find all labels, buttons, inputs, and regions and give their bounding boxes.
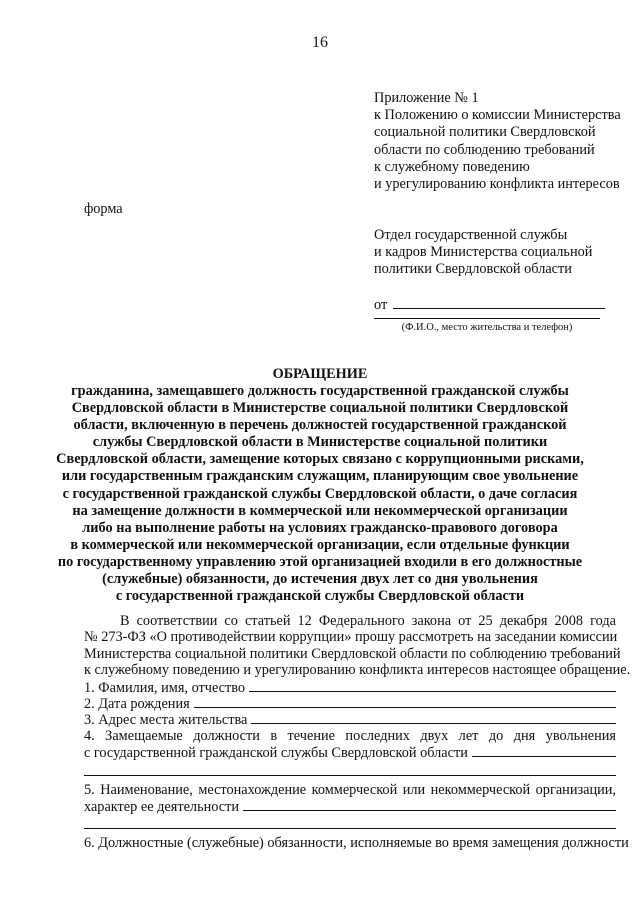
page-number: 16	[312, 34, 328, 51]
field-organization-label: характер ее деятельности	[84, 798, 239, 815]
body-line: В соответствии со статьей 12 Федерального закона от 25 декабря 2008 года	[120, 613, 616, 629]
subtitle-line: службы Свердловской области в Министерстве социальной политики	[92, 434, 548, 451]
form-label: форма	[84, 201, 123, 217]
full-name-input-line[interactable]	[249, 679, 616, 692]
organization-input-line[interactable]	[243, 798, 616, 811]
birth-date-input-line[interactable]	[194, 695, 616, 708]
field-address-label: 3. Адрес места жительства	[84, 712, 248, 729]
recipient-department	[374, 227, 592, 279]
department-line: и кадров Министерства социальной	[374, 244, 593, 261]
field-address	[84, 711, 616, 727]
field-positions-label: с государственной гражданской службы Свердловской области	[84, 745, 468, 762]
from-caption: (Ф.И.О., место жительства и телефон)	[401, 322, 573, 333]
body-line: 4. Замещаемые должности в течение последних двух лет до дня увольнения	[84, 727, 616, 744]
subtitle-line: области, включенную в перечень должностей государственной гражданской	[73, 417, 567, 434]
field-birth-date-label: 2. Дата рождения	[84, 695, 190, 712]
appendix-line: Приложение № 1	[374, 90, 479, 106]
appendix-header	[374, 90, 621, 193]
document-subtitle	[0, 383, 640, 605]
subtitle-line: на замещение должности в коммерческой или некоммерческой организации	[72, 502, 568, 519]
appendix-line: к Положению о комиссии Министерства	[374, 107, 621, 124]
field-organization	[84, 798, 616, 814]
subtitle-line: по государственному управлению этой организацией входили в его должностные	[57, 553, 583, 570]
organization-extra-line[interactable]	[84, 814, 616, 829]
field-birth-date	[84, 695, 616, 711]
document-body	[84, 613, 631, 852]
appendix-line: социальной политики Свердловской	[374, 124, 596, 141]
appendix-line: к служебному поведению	[374, 158, 530, 175]
from-label: от	[374, 297, 388, 313]
body-line: к служебному поведению и урегулированию конфликта интересов настоящее обращение.	[84, 662, 631, 679]
subtitle-line: либо на выполнение работы на условиях гражданско-правового договора	[82, 519, 558, 536]
body-line: 5. Наименование, местонахождение коммерческой или некоммерческой организации,	[84, 781, 616, 798]
field-full-name-label: 1. Фамилия, имя, отчество	[84, 679, 246, 696]
appendix-line: области по соблюдению требований	[374, 141, 595, 158]
subtitle-line: гражданина, замещавшего должность государственной гражданской службы	[71, 383, 569, 399]
department-line: Отдел государственной службы	[374, 227, 568, 243]
from-blank-line[interactable]	[393, 295, 605, 309]
document-title: ОБРАЩЕНИЕ	[272, 366, 368, 382]
subtitle-line: с государственной гражданской службы Свердловской области, о даче согласия	[62, 485, 578, 502]
body-line: Министерства социальной политики Свердловской области по соблюдению требований	[84, 645, 621, 662]
appendix-line: и урегулированию конфликта интересов	[374, 176, 620, 193]
from-field	[374, 295, 605, 314]
subtitle-line: с государственной гражданской службы Свердловской области	[115, 588, 525, 605]
subtitle-line: в коммерческой или некоммерческой организации, если отдельные функции	[70, 536, 570, 553]
body-line: 6. Должностные (служебные) обязанности, исполняемые во время замещения должности	[84, 835, 629, 852]
from-second-line[interactable]	[374, 318, 600, 319]
subtitle-line: или государственным гражданским служащим, планирующим свое увольнение	[61, 468, 579, 485]
subtitle-line: (служебные) обязанности, до истечения двух лет со дня увольнения	[102, 571, 538, 588]
address-input-line[interactable]	[251, 711, 616, 724]
positions-extra-line[interactable]	[84, 761, 616, 776]
department-line: политики Свердловской области	[374, 261, 572, 278]
subtitle-line: Свердловской области в Министерстве социальной политики Свердловской	[71, 400, 569, 417]
field-full-name	[84, 679, 616, 695]
field-positions	[84, 744, 616, 760]
positions-input-line[interactable]	[472, 744, 616, 757]
subtitle-line: Свердловской области, замещение которых связано с коррупционными рисками,	[56, 451, 584, 468]
body-line: № 273-ФЗ «О противодействии коррупции» прошу рассмотреть на заседании комиссии	[84, 629, 618, 646]
